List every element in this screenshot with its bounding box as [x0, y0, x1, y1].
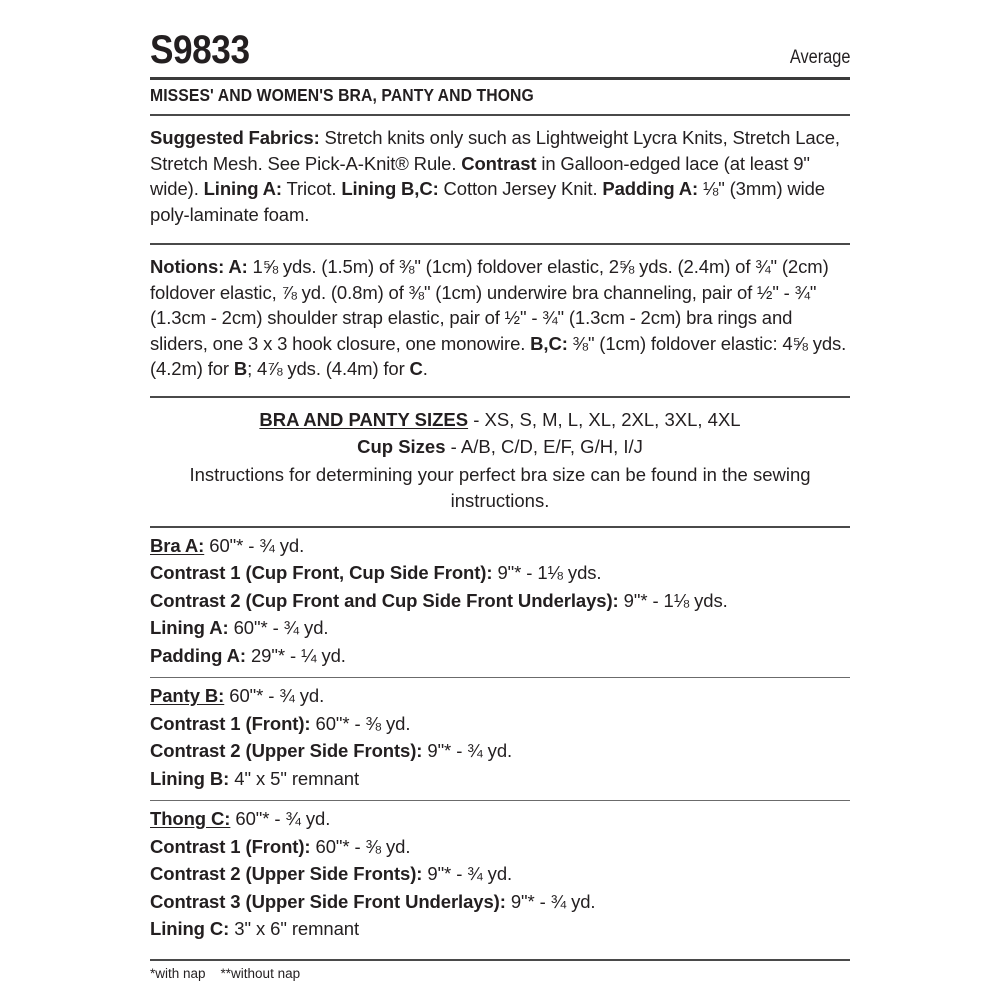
lining-bc-label: Lining B,C:: [341, 178, 439, 199]
yardage-line: [150, 915, 850, 943]
bra_a-label-3: Lining A:: [150, 617, 229, 638]
padding-a-label: Padding A:: [602, 178, 699, 199]
sizes-block: [150, 398, 850, 520]
yardage-line: [150, 888, 850, 916]
notions-paragraph: [150, 245, 850, 390]
yardage-line: [150, 737, 850, 765]
bra-size-instructions-note: Instructions for determining your perfect bra size can be found in the sewing instructions.: [189, 463, 811, 511]
yardage-line: [150, 805, 850, 833]
notions-view-b-label: B: [233, 358, 248, 379]
bra-panty-sizes-values: - XS, S, M, L, XL, 2XL, 3XL, 4XL: [468, 408, 741, 430]
pattern-number: S9833: [150, 28, 250, 72]
notions-text-3: ; 4⅞ yds. (4.4m) for: [247, 358, 410, 379]
bra_a-label-0: Bra A:: [150, 534, 205, 556]
panty_b-value-3: 4" x 5" remnant: [229, 767, 360, 789]
yardage-group-panty-b: [150, 678, 850, 795]
cup-sizes-values: - A/B, C/D, E/F, G/H, I/J: [445, 435, 643, 457]
bra_a-value-0: 60"* - ¾ yd.: [204, 534, 305, 556]
thong_c-value-2: 9"* - ¾ yd.: [422, 863, 513, 884]
notions-view-a-label: A:: [224, 256, 248, 277]
thong_c-label-4: Lining C:: [150, 918, 230, 939]
panty_b-label-0: Panty B:: [150, 685, 225, 706]
yardage-line: [150, 642, 850, 670]
thong_c-value-1: 60"* - ⅜ yd.: [310, 835, 411, 857]
yardage-line: [150, 682, 850, 710]
difficulty-level: Average: [789, 47, 850, 68]
cup-sizes-label: Cup Sizes: [357, 435, 446, 457]
panty_b-value-2: 9"* - ¾ yd.: [422, 740, 513, 761]
thong_c-label-2: Contrast 2 (Upper Side Fronts):: [150, 863, 423, 884]
thong_c-value-3: 9"* - ¾ yd.: [505, 890, 596, 912]
notions-view-bc-label: B,C:: [530, 332, 568, 354]
bra-panty-sizes-line: [150, 406, 850, 433]
suggested-fabrics-text-5: ⅛" (3mm) wide poly-laminate foam.: [150, 178, 825, 225]
bra_a-label-1: Contrast 1 (Cup Front, Cup Side Front):: [150, 562, 493, 583]
footer: [150, 959, 850, 982]
yardage-line: [150, 710, 850, 738]
panty_b-label-3: Lining B:: [150, 767, 230, 789]
notions-text-4: .: [422, 358, 428, 379]
yardage-group-bra-a: [150, 528, 850, 673]
suggested-fabrics-label: Suggested Fabrics:: [150, 127, 320, 148]
yardage-line: [150, 532, 850, 560]
suggested-fabrics-text-1: Stretch knits only such as Lightweight Lycra Knits, Stretch Lace, Stretch Mesh. See Pick-A-Knit® Rule.: [150, 127, 840, 174]
notions-label: Notions:: [150, 256, 225, 277]
yardage-line: [150, 860, 850, 888]
thong_c-label-1: Contrast 1 (Front):: [150, 835, 311, 857]
thong_c-value-4: 3" x 6" remnant: [229, 918, 360, 939]
panty_b-label-1: Contrast 1 (Front):: [150, 712, 311, 734]
panty_b-value-0: 60"* - ¾ yd.: [224, 685, 325, 706]
thong_c-value-0: 60"* - ¾ yd.: [230, 808, 331, 829]
bra_a-value-3: 60"* - ¾ yd.: [228, 617, 329, 638]
header: [150, 22, 850, 70]
bra_a-label-4: Padding A:: [150, 644, 246, 666]
suggested-fabrics-text-4: Cotton Jersey Knit.: [438, 178, 603, 199]
contrast-label: Contrast: [461, 152, 537, 174]
notions-text-2: ⅜" (1cm) foldover elastic: 4⅝ yds. (4.2m) for: [150, 332, 847, 379]
notions-text-1: 1⅝ yds. (1.5m) of ⅜" (1cm) foldover elastic, 2⅝ yds. (2.4m) of ¾" (2cm) foldover elastic, ⅞ yd. (0.8m) of ⅜" (1cm) underwire bra channeling, pair of ½" - ¾" (1.3cm - 2cm) shoulder strap elastic, pair of ½" - ¾" (1.3cm - 2cm) bra rings and sliders, one 3 x 3 hook closure, one monowire.: [150, 256, 829, 354]
lining-a-label: Lining A:: [203, 178, 282, 199]
panty_b-value-1: 60"* - ⅜ yd.: [310, 712, 411, 734]
yardage-line: [150, 559, 850, 587]
yardage-line: [150, 587, 850, 615]
yardage-line: [150, 833, 850, 861]
panty_b-label-2: Contrast 2 (Upper Side Fronts):: [150, 740, 423, 761]
bra-panty-sizes-label: BRA AND PANTY SIZES: [259, 408, 469, 430]
yardage-group-thong-c: [150, 801, 850, 946]
suggested-fabrics-text-3: Tricot.: [281, 178, 342, 199]
suggested-fabrics-paragraph: [150, 116, 850, 237]
notions-view-c-label: C: [409, 358, 423, 379]
yardage-line: [150, 765, 850, 793]
thong_c-label-0: Thong C:: [150, 808, 231, 829]
cup-sizes-line: [150, 433, 850, 460]
nap-footnote: *with nap **without nap: [150, 965, 301, 981]
yardage-line: [150, 614, 850, 642]
thong_c-label-3: Contrast 3 (Upper Side Front Underlays):: [150, 890, 506, 912]
bra_a-value-4: 29"* - ¼ yd.: [245, 644, 346, 666]
bra_a-label-2: Contrast 2 (Cup Front and Cup Side Front Underlays):: [150, 589, 619, 611]
suggested-fabrics-text-2: in Galloon-edged lace (at least 9" wide).: [150, 152, 810, 199]
bra_a-value-2: 9"* - 1⅛ yds.: [618, 589, 728, 611]
bra_a-value-1: 9"* - 1⅛ yds.: [492, 562, 602, 583]
pattern-subtitle: MISSES' AND WOMEN'S BRA, PANTY AND THONG: [150, 85, 534, 105]
